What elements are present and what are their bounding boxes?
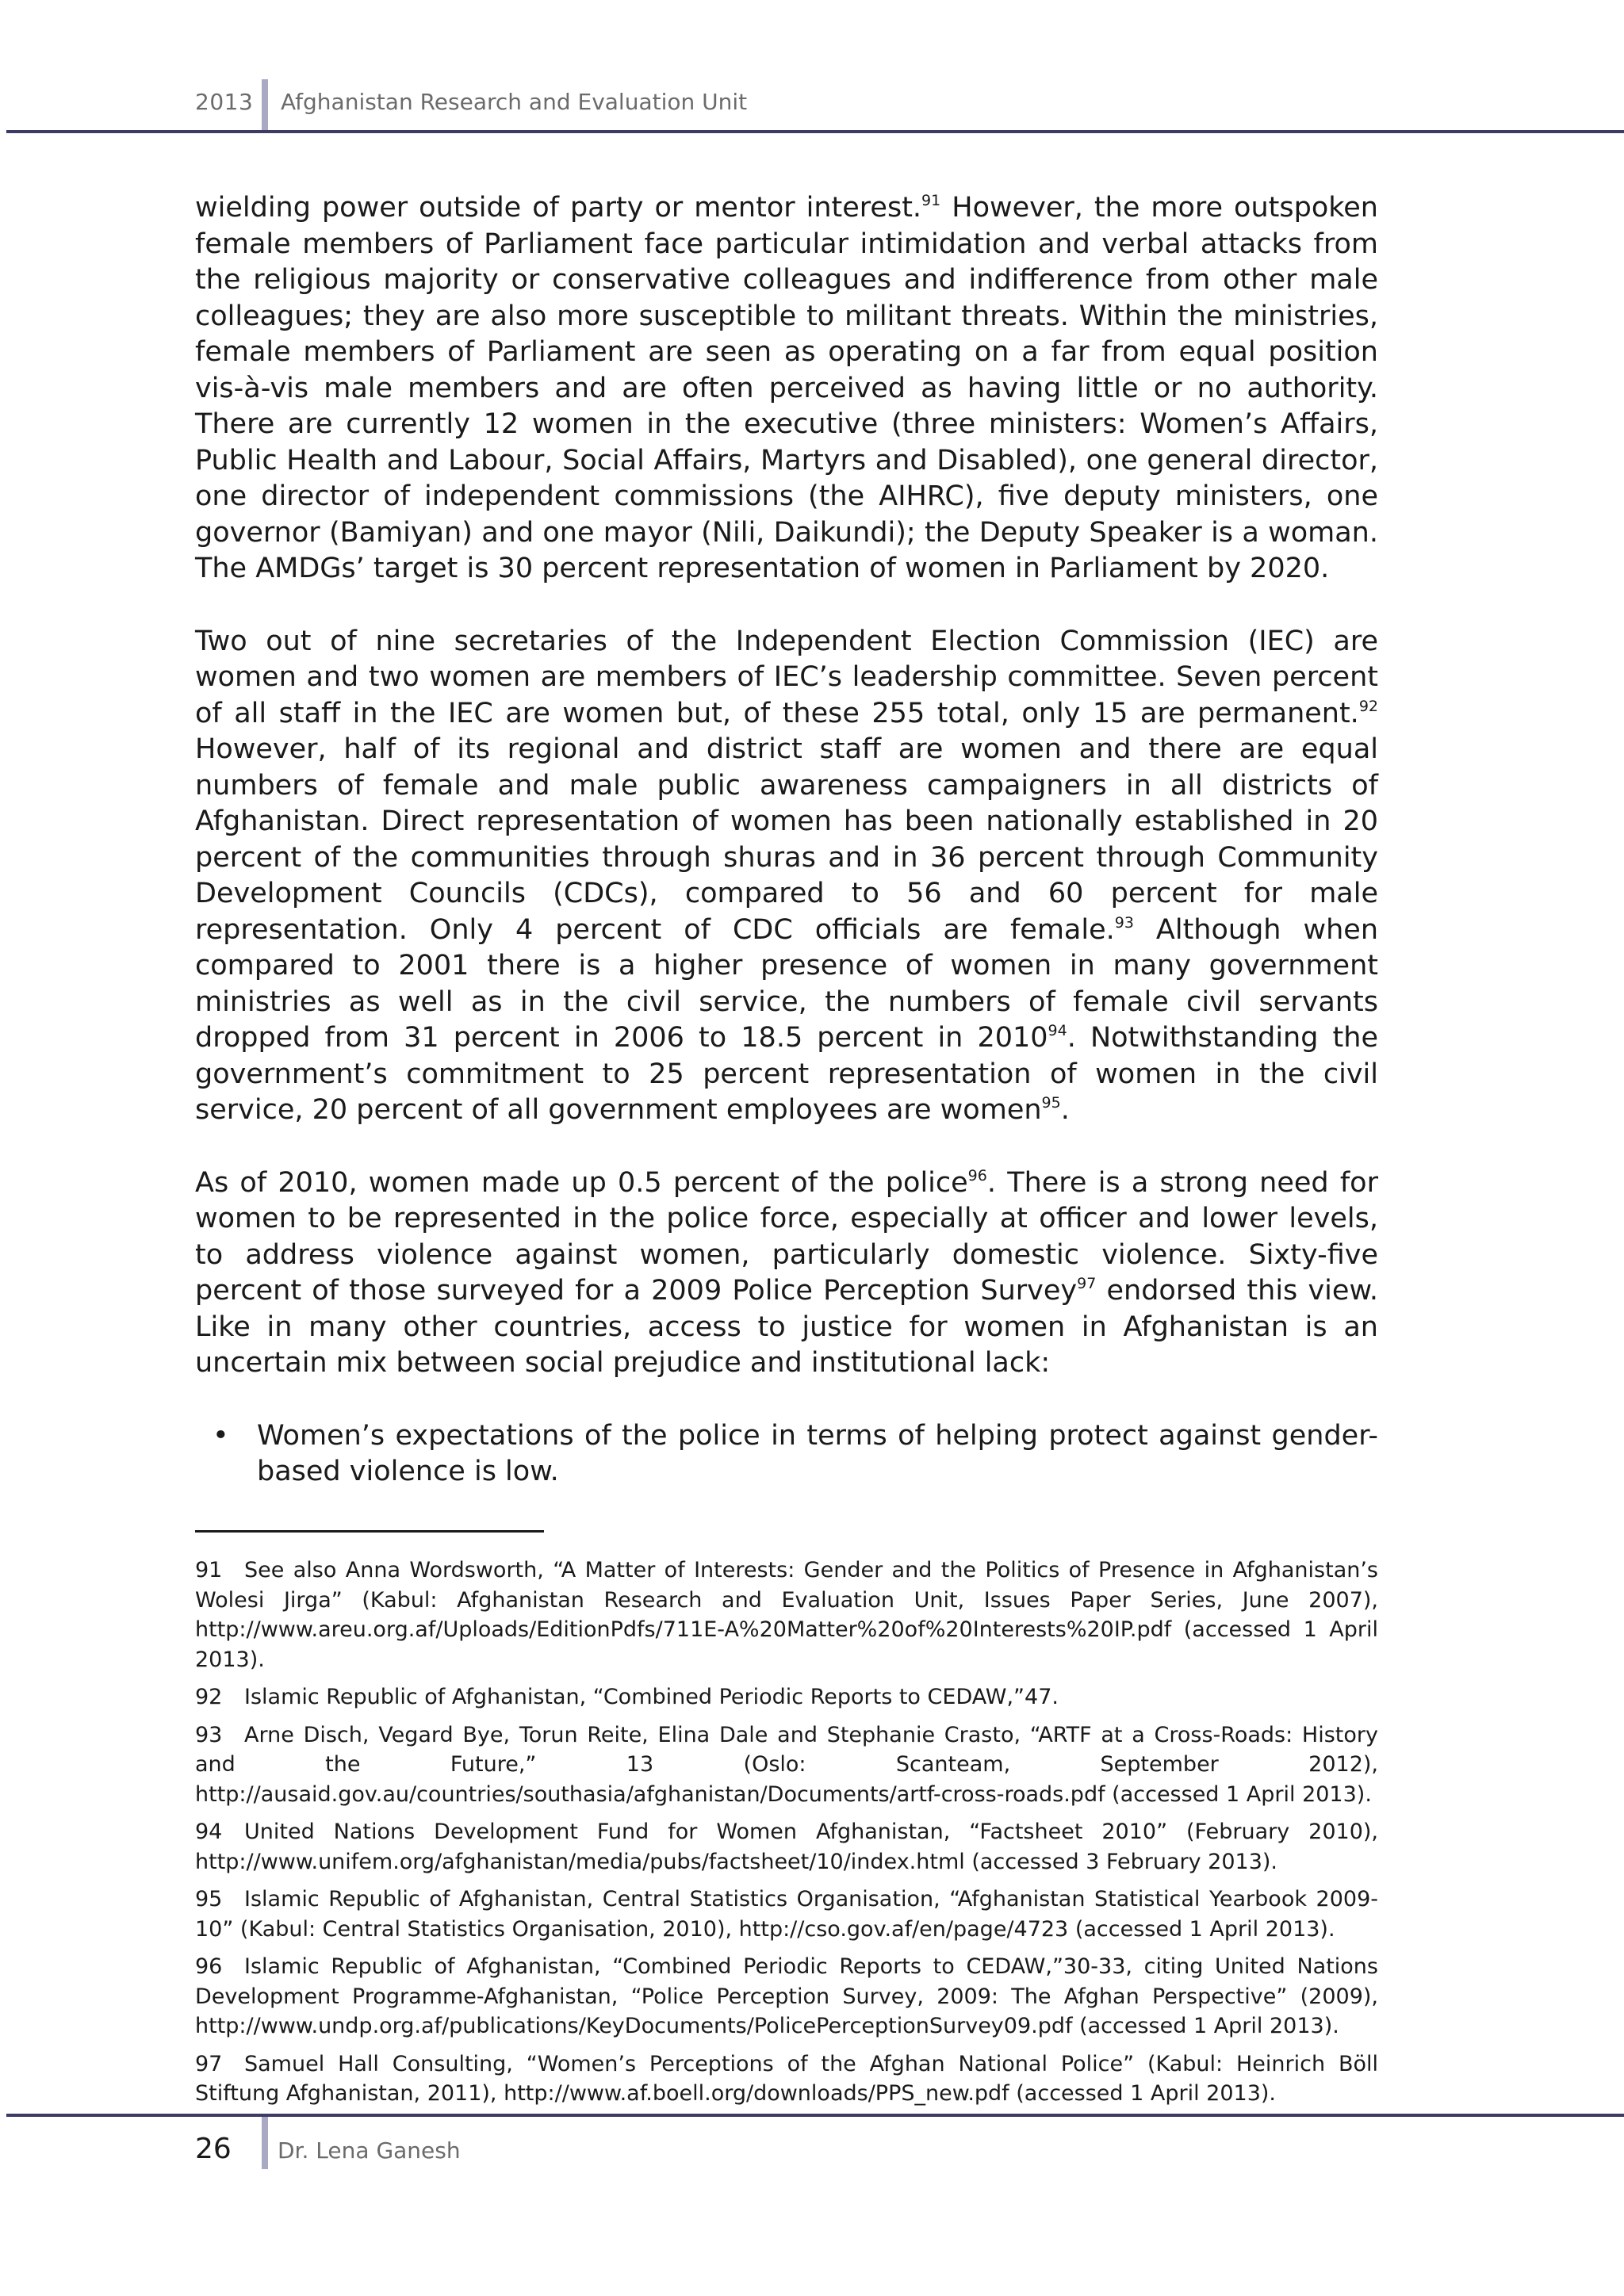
paragraph-text: As of 2010, women made up 0.5 percent of the police [195,1166,968,1199]
running-header [0,0,1624,135]
footer-separator [262,2117,268,2169]
paragraph-text: . There is a strong need for women to be represented in the police force, especially at officer and lower levels, to address violence against women, particularly domestic violence. Sixty-five percent of those surveyed for a 2009 Police Perception Survey [195,1166,1378,1307]
footnote-ref: 91 [921,192,941,209]
bullet-icon: • [213,1419,229,1452]
footnote-number: 92 [195,1685,223,1709]
paragraph-text: Two out of nine secretaries of the Independent Election Commission (IEC) are women and two women are members of IEC’s leadership committee. Seven percent of all staff in the IEC are women but, of these 255 total, only 15 are permanent. [195,625,1378,729]
footnote-ref: 93 [1114,913,1134,932]
paragraph-text: . Notwithstanding the government’s commitment to 25 percent representation of women in the civil service, 20 percent of all government employees are women [195,1022,1378,1126]
paragraph-text: However, the more outspoken female members of Parliament face particular intimidation and verbal attacks from the religious majority or conservative colleagues and indifference from other male colleagues; they are also more susceptible to militant threats. Within the ministries, female members of Parliament are seen as operating on a far from equal position vis-à-vis male members and are often perceived as having little or no authority. There are currently 12 women in the executive (three ministers: Women’s Affairs, Public Health and Labour, Social Affairs, Martyrs and Disabled), one general director, one director of independent commissions (the AIHRC), five deputy ministers, one governor (Bamiyan) and one mayor (Nili, Daikundi); the Deputy Speaker is a woman. The AMDGs’ target is 30 percent representation of women in Parliament by 2020. [195,192,1378,584]
footnote [195,1556,1378,1674]
footnote-text: See also Anna Wordsworth, “A Matter of Interests: Gender and the Politics of Presence in Afghanistan’s Wolesi Jirga” (Kabul: Afghanistan Research and Evaluation Unit, Issues Paper Series, June 2007), http://www.areu.org.af/Uploads/EditionPdfs/711E-A%20Matter%20of%20Interests%20IP.pdf (accessed 1 April 2013). [195,1558,1378,1672]
paragraph-text: wielding power outside of party or mentor interest. [195,192,922,224]
footnote [195,1682,1378,1712]
footnotes [195,1556,1378,2117]
footer-rule [6,2114,1624,2117]
body-paragraph [195,1165,1378,1382]
body-paragraph [195,190,1378,587]
footnote-number: 96 [195,1954,223,1979]
body-text [195,190,1378,1490]
footer-author: Dr. Lena Ganesh [278,2137,461,2164]
footnote-ref: 94 [1048,1022,1067,1039]
footnote-ref: 97 [1077,1275,1097,1292]
footnote-ref: 95 [1041,1094,1061,1112]
footnote-number: 95 [195,1887,223,1911]
paragraph-text: . [1060,1094,1070,1126]
footnote-text: United Nations Development Fund for Women Afghanistan, “Factsheet 2010” (February 2010), http://www.unifem.org/afghanistan/media/pubs/factsheet/10/index.html (accessed 3 February 2013). [195,1820,1378,1874]
footnote-text: Islamic Republic of Afghanistan, “Combined Periodic Reports to CEDAW,”30-33, citing United Nations Development Programme-Afghanistan, “Police Perception Survey, 2009: The Afghan Perspective” (2009), http://www.undp.org.af/publications/KeyDocuments/PolicePerceptionSurvey09.pdf (accessed 1 April 2013). [195,1954,1378,2038]
footnote [195,1817,1378,1877]
footnote-text: Islamic Republic of Afghanistan, “Combined Periodic Reports to CEDAW,”47. [244,1685,1059,1709]
paragraph-text: endorsed this view. Like in many other countries, access to justice for women in Afghanistan is an uncertain mix between social prejudice and institutional lack: [195,1275,1378,1379]
footnote-text: Islamic Republic of Afghanistan, Central Statistics Organisation, “Afghanistan Statistical Yearbook 2009-10” (Kabul: Central Statistics Organisation, 2010), http://cso.gov.af/en/page/4723 (accessed 1 April 2013). [195,1887,1378,1942]
page-number: 26 [195,2133,232,2165]
body-paragraph [195,624,1378,1129]
footnote-text: Samuel Hall Consulting, “Women’s Perceptions of the Afghan National Police” (Kabul: Heinrich Böll Stiftung Afghanistan, 2011), http://www.af.boell.org/downloads/PPS_new.pdf (accessed 1 April 2013). [195,2051,1378,2106]
footnote [195,1952,1378,2042]
header-year: 2013 [195,89,254,115]
bullet-item [195,1418,1378,1490]
footnote-separator [195,1530,544,1533]
bullet-text: Women’s expectations of the police in terms of helping protect against gender-based violence is low. [257,1419,1378,1487]
footnote-ref: 92 [1358,697,1378,715]
footnote-number: 97 [195,2051,223,2076]
header-separator [262,79,268,132]
footnote-text: Arne Disch, Vegard Bye, Torun Reite, Elina Dale and Stephanie Crasto, “ARTF at a Cross-Roads: History and the Future,” 13 (Oslo: Scanteam, September 2012), http://ausaid.gov.au/countries/southasia/afghanistan/Documents/artf-cross-roads.pdf (accessed 1 April 2013). [195,1722,1378,1807]
paragraph-text: Although when compared to 2001 there is a higher presence of women in many government ministries as well as in the civil service, the numbers of female civil servants dropped from 31 percent in 2006 to 18.5 percent in 2010 [195,913,1378,1054]
footnote-ref: 96 [967,1166,987,1184]
paragraph-text: However, half of its regional and district staff are women and there are equal numbers of female and male public awareness campaigners in all districts of Afghanistan. Direct representation of women has been nationally established in 20 percent of the communities through shuras and in 36 percent through Community Development Councils (CDCs), compared to 56 and 60 percent for male representation. Only 4 percent of CDC officials are female. [195,733,1378,946]
footnote [195,2049,1378,2109]
bullet-list [195,1418,1378,1490]
header-rule [6,130,1624,133]
header-organization: Afghanistan Research and Evaluation Unit [281,89,748,115]
footnote [195,1885,1378,1944]
footnote-number: 91 [195,1558,223,1582]
footnote [195,1720,1378,1810]
footnote-number: 94 [195,1820,223,1844]
footnote-number: 93 [195,1722,223,1747]
